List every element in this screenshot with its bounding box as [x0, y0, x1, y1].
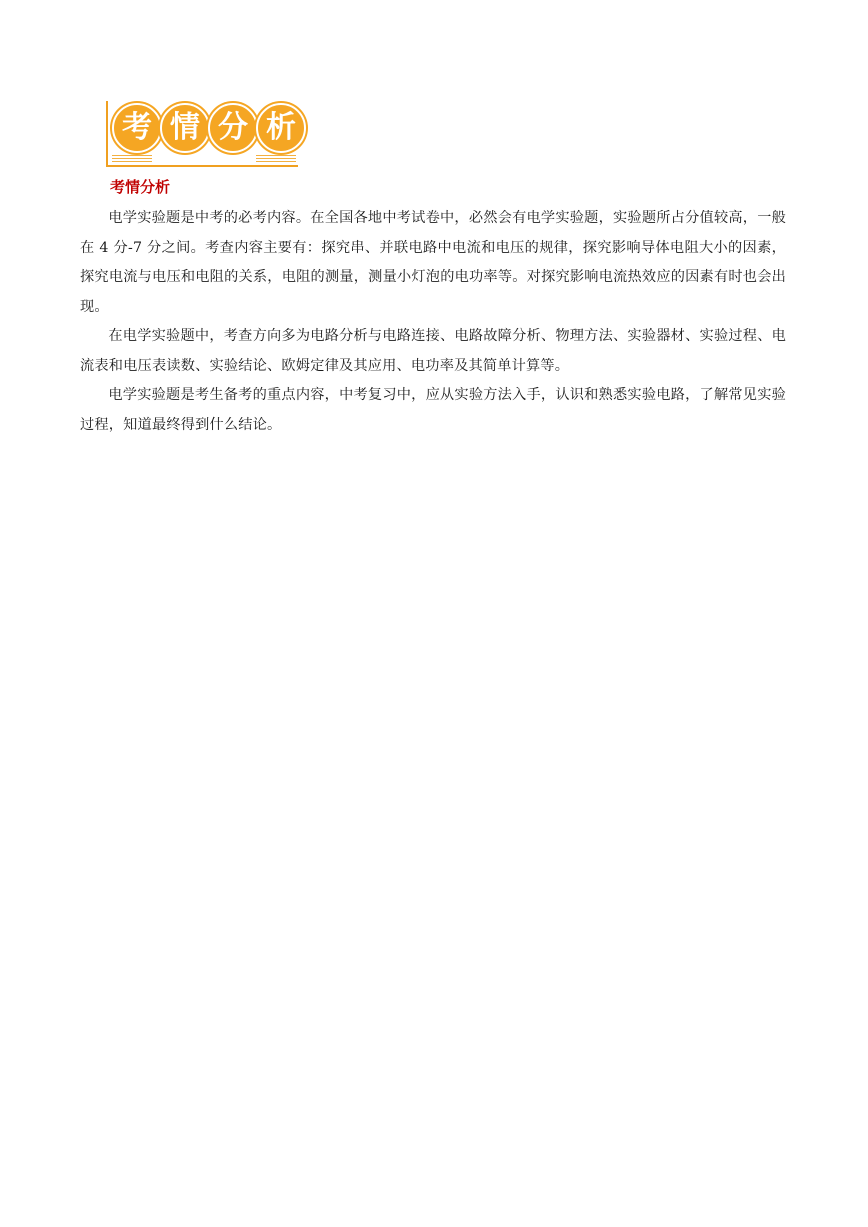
banner-stripes-left	[112, 155, 152, 164]
banner-horizontal-line	[106, 165, 298, 167]
document-body	[80, 204, 786, 440]
banner-circles	[112, 103, 304, 153]
section-title: 考情分析	[110, 178, 171, 196]
banner-char-qing: 情	[160, 103, 210, 153]
paragraph-1: 电学实验题是中考的必考内容。在全国各地中考试卷中，必然会有电学实验题，实验题所占分值较高，一般在 4 分-7 分之间。考查内容主要有：探究串、并联电路中电流和电压的规律，探究影响导体电阻大小的因素，探究电流与电压和电阻的关系，电阻的测量，测量小灯泡的电功率等。对探究影响电流热效应的因素有时也会出现。	[80, 210, 786, 315]
section-banner	[106, 101, 298, 167]
banner-stripes-right	[256, 155, 296, 164]
paragraph-2: 在电学实验题中，考查方向多为电路分析与电路连接、电路故障分析、物理方法、实验器材、实验过程、电流表和电压表读数、实验结论、欧姆定律及其应用、电功率及其简单计算等。	[80, 328, 786, 374]
paragraph-3: 电学实验题是考生备考的重点内容，中考复习中，应从实验方法入手，认识和熟悉实验电路，了解常见实验过程，知道最终得到什么结论。	[80, 387, 786, 433]
banner-char-kao: 考	[112, 103, 162, 153]
banner-char-fen: 分	[208, 103, 258, 153]
banner-vertical-line	[106, 101, 108, 167]
banner-char-xi: 析	[256, 103, 306, 153]
